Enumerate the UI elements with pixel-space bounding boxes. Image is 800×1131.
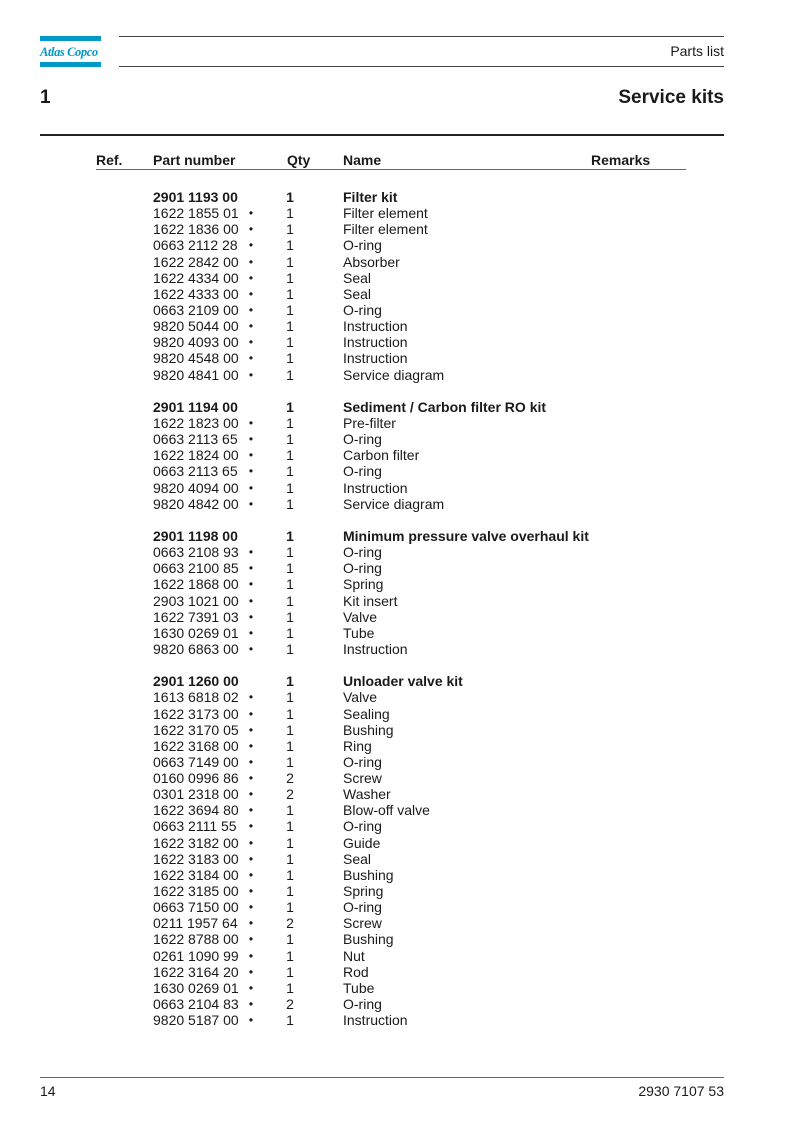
- part-number: 1630 0269 01: [153, 979, 239, 996]
- kit-member-bullet: •: [248, 851, 254, 866]
- logo-bar-bottom: [40, 62, 101, 67]
- part-name: Valve: [343, 608, 377, 625]
- part-name: Guide: [343, 834, 381, 851]
- part-number: 0663 2108 93: [153, 544, 239, 561]
- part-row: [0, 689, 800, 705]
- header-rule-top: [119, 36, 724, 37]
- part-qty: 1: [286, 753, 294, 770]
- kit-member-bullet: •: [248, 980, 254, 995]
- part-row: [0, 431, 800, 447]
- part-number: 0663 2100 85: [153, 560, 239, 577]
- kit-member-bullet: •: [248, 545, 254, 560]
- part-row: [0, 560, 800, 576]
- part-qty: 1: [286, 576, 294, 593]
- part-name: Blow-off valve: [343, 802, 430, 819]
- part-number: 1622 4333 00: [153, 285, 239, 302]
- part-name: Seal: [343, 285, 372, 302]
- part-name: O-ring: [343, 818, 382, 835]
- part-row: [0, 786, 800, 802]
- kit-member-bullet: •: [248, 415, 254, 430]
- part-name: O-ring: [343, 899, 382, 916]
- kit-member-bullet: •: [248, 722, 254, 737]
- part-number: 0160 0996 86: [153, 770, 239, 787]
- part-name: O-ring: [343, 463, 382, 480]
- kit-member-bullet: •: [248, 206, 254, 221]
- part-name: Valve: [343, 689, 377, 706]
- part-row: [0, 931, 800, 947]
- kit-spacer: [0, 383, 800, 399]
- part-name: Nut: [343, 947, 365, 964]
- kit-member-bullet: •: [248, 690, 254, 705]
- part-name: Spring: [343, 576, 384, 593]
- part-row: [0, 706, 800, 722]
- part-name: Ring: [343, 737, 372, 754]
- kit-member-bullet: •: [248, 706, 254, 721]
- part-row: [0, 447, 800, 463]
- part-qty: 1: [286, 963, 294, 980]
- part-name: O-ring: [343, 301, 382, 318]
- kit-member-bullet: •: [248, 238, 254, 253]
- part-row: [0, 738, 800, 754]
- part-number: 1622 1836 00: [153, 221, 239, 238]
- part-qty: 1: [286, 624, 294, 641]
- part-number: 0301 2318 00: [153, 786, 239, 803]
- part-row: [0, 318, 800, 334]
- kit-member-bullet: •: [248, 900, 254, 915]
- part-qty: 1: [286, 447, 294, 464]
- kit-name: Filter kit: [343, 189, 398, 205]
- part-qty: 1: [286, 640, 294, 657]
- part-number: 0663 7149 00: [153, 753, 239, 770]
- kit-member-bullet: •: [248, 609, 254, 624]
- part-row: [0, 915, 800, 931]
- logo-text: Atlas Copco: [40, 45, 98, 59]
- part-row: [0, 609, 800, 625]
- part-qty: 1: [286, 608, 294, 625]
- kit-member-bullet: •: [248, 964, 254, 979]
- section-number: 1: [40, 87, 51, 108]
- part-name: Rod: [343, 963, 369, 980]
- part-name: Screw: [343, 770, 382, 787]
- part-row: [0, 496, 800, 512]
- part-number: 1622 8788 00: [153, 931, 239, 948]
- part-qty: 2: [286, 786, 294, 803]
- part-qty: 1: [286, 414, 294, 431]
- kit-header-row: [0, 673, 800, 689]
- part-row: [0, 641, 800, 657]
- part-number: 1622 3182 00: [153, 834, 239, 851]
- kit-qty: 1: [286, 189, 294, 205]
- part-number: 1622 1855 01: [153, 205, 239, 222]
- part-row: [0, 350, 800, 366]
- part-number: 9820 5044 00: [153, 318, 239, 335]
- part-row: [0, 593, 800, 609]
- part-qty: 1: [286, 721, 294, 738]
- logo-bar-top: [40, 36, 101, 41]
- part-name: O-ring: [343, 431, 382, 448]
- col-header-part-number: Part number: [153, 152, 236, 168]
- kit-member-bullet: •: [248, 286, 254, 301]
- part-qty: 1: [286, 802, 294, 819]
- part-qty: 1: [286, 592, 294, 609]
- kit-part-number: 2901 1198 00: [153, 527, 238, 544]
- part-qty: 1: [286, 544, 294, 561]
- part-number: 0663 7150 00: [153, 899, 239, 916]
- part-name: Bushing: [343, 721, 394, 738]
- part-qty: 1: [286, 850, 294, 867]
- part-qty: 1: [286, 479, 294, 496]
- kit-member-bullet: •: [248, 351, 254, 366]
- footer-rule: [40, 1077, 724, 1078]
- part-row: [0, 948, 800, 964]
- part-qty: 1: [286, 834, 294, 851]
- part-row: [0, 996, 800, 1012]
- part-name: O-ring: [343, 996, 382, 1013]
- part-number: 0663 2109 00: [153, 301, 239, 318]
- kit-header-row: [0, 189, 800, 205]
- part-number: 1622 4334 00: [153, 269, 239, 286]
- kit-member-bullet: •: [248, 771, 254, 786]
- kit-member-bullet: •: [248, 1013, 254, 1028]
- part-name: Washer: [343, 786, 391, 803]
- kit-qty: 1: [286, 673, 294, 690]
- part-number: 0663 2104 83: [153, 996, 239, 1013]
- kit-part-number: 2901 1193 00: [153, 189, 238, 205]
- part-row: [0, 980, 800, 996]
- part-row: [0, 302, 800, 318]
- part-qty: 1: [286, 979, 294, 996]
- part-qty: 1: [286, 431, 294, 448]
- part-row: [0, 544, 800, 560]
- part-qty: 1: [286, 689, 294, 706]
- part-number: 1622 7391 03: [153, 608, 239, 625]
- part-qty: 1: [286, 463, 294, 480]
- part-qty: 2: [286, 770, 294, 787]
- kit-member-bullet: •: [248, 916, 254, 931]
- kit-part-number: 2901 1260 00: [153, 673, 239, 690]
- part-number: 9820 4841 00: [153, 366, 239, 383]
- part-row: [0, 964, 800, 980]
- kit-member-bullet: •: [248, 593, 254, 608]
- part-row: [0, 625, 800, 641]
- part-row: [0, 367, 800, 383]
- part-qty: 1: [286, 285, 294, 302]
- part-qty: 1: [286, 269, 294, 286]
- part-qty: 1: [286, 737, 294, 754]
- part-name: Sealing: [343, 705, 390, 722]
- part-qty: 1: [286, 1012, 294, 1029]
- part-row: [0, 237, 800, 253]
- part-number: 1622 3694 80: [153, 802, 239, 819]
- part-number: 1613 6818 02: [153, 689, 239, 706]
- kit-name: Sediment / Carbon filter RO kit: [343, 398, 547, 415]
- part-name: Kit insert: [343, 592, 398, 609]
- part-qty: 1: [286, 931, 294, 948]
- part-qty: 1: [286, 560, 294, 577]
- part-qty: 1: [286, 350, 294, 367]
- kit-member-bullet: •: [248, 641, 254, 656]
- part-name: Service diagram: [343, 495, 445, 512]
- part-qty: 2: [286, 996, 294, 1013]
- kit-member-bullet: •: [248, 867, 254, 882]
- section-rule: [40, 134, 724, 136]
- part-number: 1622 3184 00: [153, 866, 239, 883]
- kit-member-bullet: •: [248, 787, 254, 802]
- page-number: 14: [40, 1083, 56, 1099]
- col-header-qty: Qty: [287, 152, 311, 168]
- part-number: 1622 1824 00: [153, 447, 239, 464]
- part-qty: 1: [286, 883, 294, 900]
- part-qty: 1: [286, 866, 294, 883]
- part-qty: 1: [286, 495, 294, 512]
- part-row: [0, 835, 800, 851]
- column-header-rule: [96, 169, 686, 170]
- part-number: 1622 3185 00: [153, 883, 239, 900]
- part-qty: 1: [286, 221, 294, 238]
- part-row: [0, 754, 800, 770]
- part-row: [0, 205, 800, 221]
- col-header-name: Name: [343, 152, 382, 168]
- part-number: 9820 6863 00: [153, 640, 239, 657]
- part-qty: 1: [286, 366, 294, 383]
- part-number: 0663 2112 28: [153, 237, 238, 254]
- part-number: 1622 3168 00: [153, 737, 239, 754]
- part-name: Seal: [343, 850, 372, 867]
- part-row: [0, 867, 800, 883]
- part-qty: 2: [286, 915, 294, 932]
- part-row: [0, 221, 800, 237]
- kit-member-bullet: •: [248, 432, 254, 447]
- part-row: [0, 802, 800, 818]
- part-name: Carbon filter: [343, 447, 420, 464]
- part-row: [0, 270, 800, 286]
- kit-member-bullet: •: [248, 835, 254, 850]
- kit-member-bullet: •: [248, 222, 254, 237]
- part-name: Tube: [343, 979, 375, 996]
- kit-part-number: 2901 1194 00: [153, 398, 238, 415]
- kit-member-bullet: •: [248, 625, 254, 640]
- part-name: Screw: [343, 915, 382, 932]
- part-number: 0663 2113 65: [153, 463, 238, 480]
- part-name: Seal: [343, 269, 372, 286]
- part-number: 1622 3183 00: [153, 850, 239, 867]
- part-number: 9820 5187 00: [153, 1012, 239, 1029]
- part-row: [0, 722, 800, 738]
- part-number: 0261 1090 99: [153, 947, 239, 964]
- kit-header-row: [0, 528, 800, 544]
- part-name: Pre-filter: [343, 414, 396, 431]
- part-name: Instruction: [343, 318, 408, 335]
- header-section-label: Parts list: [670, 43, 724, 59]
- part-name: O-ring: [343, 560, 382, 577]
- part-row: [0, 851, 800, 867]
- col-header-remarks: Remarks: [591, 152, 651, 168]
- part-name: Instruction: [343, 350, 408, 367]
- part-qty: 1: [286, 205, 294, 222]
- part-row: [0, 1012, 800, 1028]
- part-number: 0663 2113 65: [153, 431, 238, 448]
- part-name: Bushing: [343, 866, 394, 883]
- part-number: 1622 3164 20: [153, 963, 239, 980]
- part-name: Absorber: [343, 253, 400, 270]
- part-name: Filter element: [343, 221, 428, 238]
- kit-member-bullet: •: [248, 577, 254, 592]
- atlas-copco-logo: [40, 36, 101, 67]
- part-name: Instruction: [343, 1012, 408, 1029]
- part-name: Instruction: [343, 334, 408, 351]
- kit-member-bullet: •: [248, 448, 254, 463]
- part-row: [0, 463, 800, 479]
- kit-member-bullet: •: [248, 884, 254, 899]
- part-row: [0, 899, 800, 915]
- part-row: [0, 883, 800, 899]
- part-qty: 1: [286, 301, 294, 318]
- kit-spacer: [0, 512, 800, 528]
- part-qty: 1: [286, 947, 294, 964]
- part-name: Bushing: [343, 931, 394, 948]
- part-name: Instruction: [343, 479, 408, 496]
- part-row: [0, 254, 800, 270]
- kit-name: Minimum pressure valve overhaul kit: [343, 527, 589, 544]
- kit-member-bullet: •: [248, 335, 254, 350]
- part-name: Spring: [343, 883, 384, 900]
- parts-table: [0, 189, 800, 1028]
- part-name: O-ring: [343, 237, 382, 254]
- part-number: 1622 1823 00: [153, 414, 239, 431]
- part-row: [0, 286, 800, 302]
- kit-member-bullet: •: [248, 496, 254, 511]
- document-number: 2930 7107 53: [638, 1083, 724, 1099]
- kit-member-bullet: •: [248, 464, 254, 479]
- part-qty: 1: [286, 253, 294, 270]
- kit-member-bullet: •: [248, 302, 254, 317]
- kit-spacer: [0, 657, 800, 673]
- kit-member-bullet: •: [248, 803, 254, 818]
- part-number: 9820 4548 00: [153, 350, 239, 367]
- part-row: [0, 334, 800, 350]
- part-name: O-ring: [343, 753, 382, 770]
- part-number: 9820 4842 00: [153, 495, 239, 512]
- kit-member-bullet: •: [248, 367, 254, 382]
- kit-member-bullet: •: [248, 738, 254, 753]
- part-name: Instruction: [343, 640, 408, 657]
- part-name: O-ring: [343, 544, 382, 561]
- kit-qty: 1: [286, 398, 294, 415]
- part-number: 0211 1957 64: [153, 915, 238, 932]
- part-number: 1630 0269 01: [153, 624, 239, 641]
- part-number: 1622 1868 00: [153, 576, 239, 593]
- kit-member-bullet: •: [248, 270, 254, 285]
- part-qty: 1: [286, 318, 294, 335]
- part-number: 1622 3170 05: [153, 721, 239, 738]
- part-qty: 1: [286, 899, 294, 916]
- section-title: Service kits: [618, 87, 724, 108]
- part-name: Service diagram: [343, 366, 445, 383]
- kit-member-bullet: •: [248, 819, 254, 834]
- kit-member-bullet: •: [248, 948, 254, 963]
- part-row: [0, 576, 800, 592]
- kit-header-row: [0, 399, 800, 415]
- part-number: 9820 4094 00: [153, 479, 239, 496]
- part-qty: 1: [286, 705, 294, 722]
- kit-member-bullet: •: [248, 561, 254, 576]
- part-name: Filter element: [343, 205, 428, 222]
- kit-member-bullet: •: [248, 754, 254, 769]
- kit-name: Unloader valve kit: [343, 673, 463, 690]
- part-number: 0663 2111 55: [153, 818, 237, 835]
- kit-member-bullet: •: [248, 480, 254, 495]
- part-qty: 1: [286, 237, 294, 254]
- kit-member-bullet: •: [248, 932, 254, 947]
- part-number: 9820 4093 00: [153, 334, 239, 351]
- part-qty: 1: [286, 334, 294, 351]
- part-number: 1622 2842 00: [153, 253, 239, 270]
- part-name: Tube: [343, 624, 375, 641]
- part-row: [0, 415, 800, 431]
- part-number: 1622 3173 00: [153, 705, 239, 722]
- kit-member-bullet: •: [248, 997, 254, 1012]
- kit-member-bullet: •: [248, 254, 254, 269]
- part-number: 2903 1021 00: [153, 592, 239, 609]
- col-header-ref: Ref.: [96, 152, 123, 168]
- header-rule-bottom: [119, 66, 724, 67]
- part-qty: 1: [286, 818, 294, 835]
- kit-qty: 1: [286, 527, 294, 544]
- kit-member-bullet: •: [248, 319, 254, 334]
- part-row: [0, 818, 800, 834]
- part-row: [0, 770, 800, 786]
- part-row: [0, 480, 800, 496]
